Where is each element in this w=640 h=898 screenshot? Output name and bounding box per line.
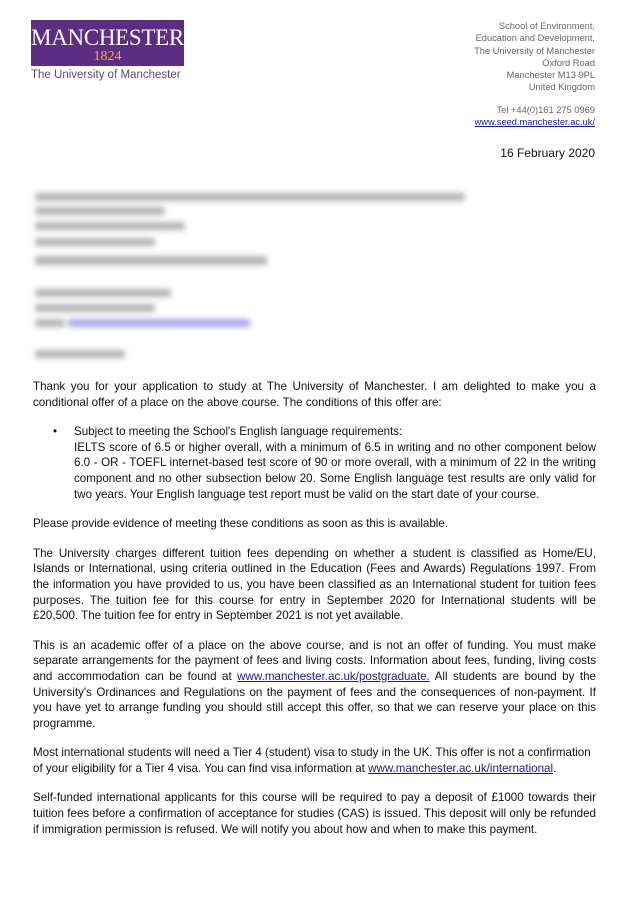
redacted-line bbox=[35, 222, 185, 230]
school-address bbox=[474, 20, 595, 94]
logo-subtitle: The University of Manchester bbox=[31, 69, 181, 81]
address-line: Oxford Road bbox=[542, 57, 595, 68]
paragraph-tuition-fees: The University charges different tuition fees depending on whether a student is classified as Home/EU, Islands or International, using criteria outlined in the Education (Fees and Awards) Regulations 1997. From the information you have provided to us, you have been classified as an International student for tuition fees purposes. The tuition fee for this course for entry in September 2020 for International students will be £20,500. The tuition fee for entry in September 2021 is not yet available. bbox=[33, 546, 596, 623]
logo-year: 1824 bbox=[93, 49, 122, 64]
school-website-link[interactable]: www.seed.manchester.ac.uk/ bbox=[474, 117, 595, 127]
university-logo bbox=[31, 20, 184, 66]
paragraph-offer: Thank you for your application to study at The University of Manchester. I am delighted to make you a conditional offer of a place on the above course. The conditions of this offer are: bbox=[33, 380, 596, 409]
address-line: United Kingdom bbox=[528, 82, 595, 93]
paragraph-evidence: Please provide evidence of meeting these conditions as soon as this is available. bbox=[33, 517, 449, 531]
redacted-line bbox=[35, 319, 65, 327]
redacted-line bbox=[35, 289, 171, 297]
visa-text-end: . bbox=[553, 761, 557, 775]
address-line: Education and Development, bbox=[475, 33, 595, 44]
postgraduate-link[interactable]: www.manchester.ac.uk/postgraduate. bbox=[237, 669, 430, 683]
condition-list-item bbox=[33, 424, 596, 502]
condition-detail: IELTS score of 6.5 or higher overall, with a minimum of 6.5 in writing and no other component below 6.0 - OR - TOEFL internet-based test score of 90 or more overall, with a minimum of 22 in the writing component and no other subsection below 20. Some English language test results are only valid for two years. Your English language test report must be valid on the start date of your course. bbox=[74, 440, 596, 501]
redacted-line bbox=[35, 193, 465, 201]
address-line: The University of Manchester bbox=[474, 45, 595, 56]
redacted-line bbox=[35, 256, 267, 265]
redacted-line bbox=[35, 238, 155, 246]
redacted-email bbox=[68, 319, 250, 327]
paragraph-funding bbox=[33, 638, 596, 732]
telephone: Tel +44(0)161 275 0969 bbox=[496, 105, 595, 115]
funding-text-rest: All students are bound by the University's Ordinances and Regulations on the payment of fees and the consequences of non-payment. If you have yet to arrange funding you should still accept this offer, so that we can reserve your place on this programme. bbox=[33, 669, 596, 730]
logo-wordmark: MANCHESTER bbox=[31, 25, 184, 50]
paragraph-deposit: Self-funded international applicants for this course will be required to pay a deposit of £1000 towards their tuition fees before a confirmation of acceptance for studies (CAS) is issued. This deposit will only be refunded if immigration permission is refused. We will notify you about how and when to make this payment. bbox=[33, 791, 596, 836]
bullet-icon: • bbox=[53, 425, 58, 439]
redacted-line bbox=[35, 350, 125, 358]
funding-text: This is an academic offer of a place on the above course, and is not an offer of funding. You must make separate arrangements for the payment of fees and living costs. Information about fees, funding, living costs and accommodation can be found at bbox=[33, 638, 596, 683]
redacted-line bbox=[35, 207, 165, 215]
address-line: Manchester M13 9PL bbox=[506, 70, 595, 81]
visa-text: Most international students will need a Tier 4 (student) visa to study in the UK. This offer is not a confirmation of your eligibility for a Tier 4 visa. You can find visa information at bbox=[33, 746, 591, 775]
redacted-line bbox=[35, 304, 155, 312]
international-link[interactable]: www.manchester.ac.uk/international bbox=[368, 761, 554, 775]
condition-title: Subject to meeting the School's English language requirements: bbox=[74, 425, 403, 439]
paragraph-visa bbox=[33, 745, 596, 776]
address-line: School of Environment, bbox=[498, 21, 595, 31]
letter-body bbox=[33, 379, 596, 851]
letter-date: 16 February 2020 bbox=[500, 146, 595, 160]
